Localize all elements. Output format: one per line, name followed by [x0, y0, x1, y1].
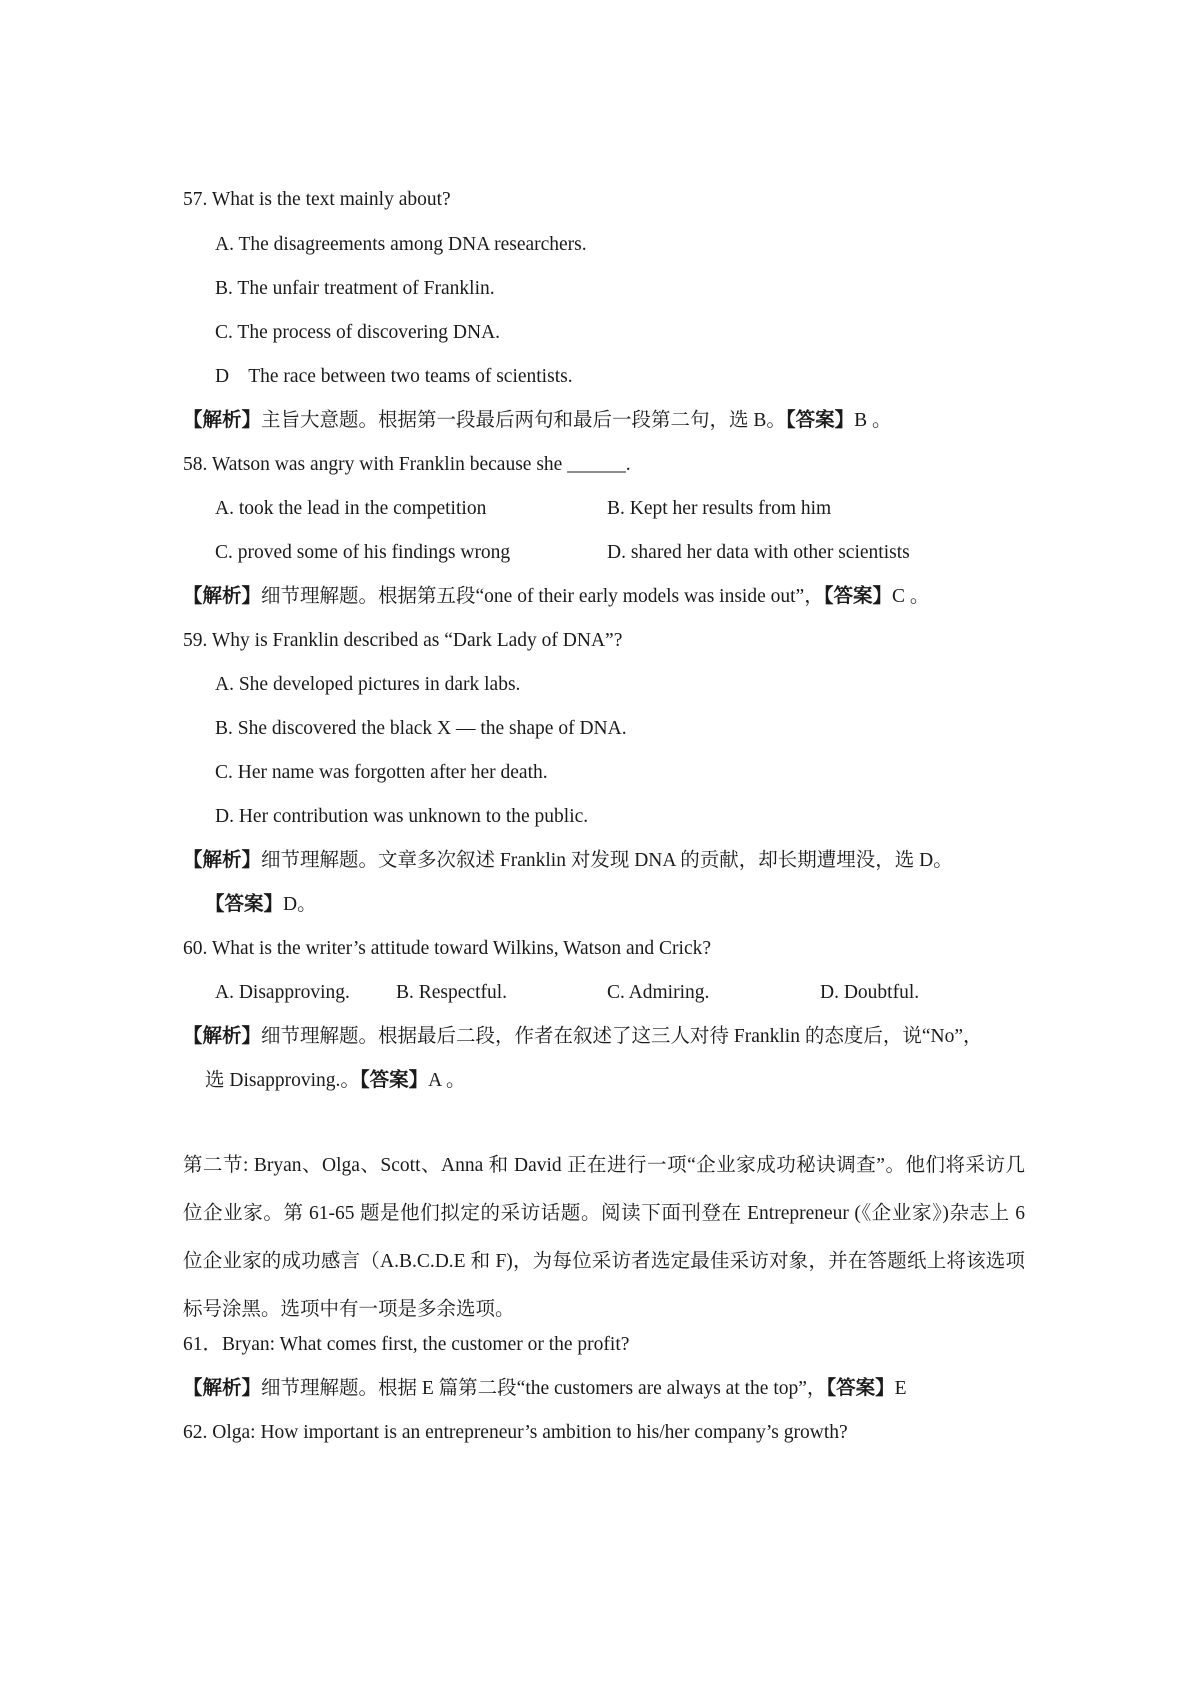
explain-tag: 【解析】	[183, 850, 262, 871]
answer-tag: 【答案】	[205, 894, 284, 915]
q57-option-b: B. The unfair treatment of Franklin.	[215, 278, 495, 299]
q59-option-b: B. She discovered the black X — the shape of DNA.	[215, 718, 627, 739]
section-2-intro: 第二节: Bryan、Olga、Scott、Anna 和 David 正在进行一项“企业家成功秘诀调查”。他们将采访几位企业家。第 61-65 题是他们拟定的采访话题。阅读下面刊登在 Entrepreneur (《企业家》)杂志上 6 位企业家的成功感言（A.B.C.D.E 和 F)，为每位采访者选定最佳采访对象，并在答题纸上将该选项标号涂黑。选项中有一项是多余选项。	[183, 1155, 1025, 1320]
q61-explanation	[183, 1376, 907, 1402]
question-59-stem: 59. Why is Franklin described as “Dark Lady of DNA”?	[183, 630, 623, 651]
answer-tag: 【答案】	[826, 1378, 895, 1399]
q60-explanation	[183, 1024, 983, 1050]
explain-text: 细节理解题。根据最后二段，作者在叙述了这三人对待 Franklin 的态度后，说“No”，	[261, 1026, 983, 1047]
explain-tag: 【解析】	[183, 586, 262, 607]
answer-text: B 。	[854, 410, 892, 431]
q58-option-d: D. shared her data with other scientists	[607, 542, 910, 563]
q57-option-c: C. The process of discovering DNA.	[215, 322, 501, 343]
q57-explanation	[183, 408, 892, 434]
question-61-stem: 61．Bryan: What comes first, the customer or the profit?	[183, 1334, 630, 1355]
question-57-stem: 57. What is the text mainly about?	[183, 189, 451, 210]
q60-explanation-cont	[205, 1068, 466, 1094]
q57-option-d: D The race between two teams of scientists.	[215, 366, 573, 387]
explain-tag: 【解析】	[183, 1026, 262, 1047]
q58-option-b: B. Kept her results from him	[607, 498, 832, 519]
explain-cont-text: 选 Disapproving.。	[205, 1070, 360, 1091]
answer-tag: 【答案】	[359, 1070, 429, 1091]
q58-explanation	[183, 584, 929, 610]
q59-option-a: A. She developed pictures in dark labs.	[215, 674, 521, 695]
q58-option-a: A. took the lead in the competition	[215, 498, 487, 519]
q59-option-c: C. Her name was forgotten after her death.	[215, 762, 548, 783]
q58-option-c: C. proved some of his findings wrong	[215, 542, 511, 563]
question-60-stem: 60. What is the writer’s attitude toward Wilkins, Watson and Crick?	[183, 938, 712, 959]
explain-text: 细节理解题。根据 E 篇第二段“the customers are always at the top”，	[261, 1378, 827, 1399]
q59-option-d: D. Her contribution was unknown to the public.	[215, 806, 589, 827]
q57-option-a: A. The disagreements among DNA researchers.	[215, 234, 587, 255]
q60-option-b: B. Respectful.	[396, 982, 508, 1003]
q59-explanation	[183, 848, 953, 874]
answer-text: C 。	[891, 586, 930, 607]
explain-tag: 【解析】	[183, 410, 262, 431]
explain-text: 细节理解题。根据第五段“one of their early models was inside out”，	[261, 586, 824, 607]
explain-text: 主旨大意题。根据第一段最后两句和最后一段第二句，选 B。	[261, 410, 786, 431]
answer-text: A 。	[428, 1070, 466, 1091]
question-62-stem: 62. Olga: How important is an entrepreneur’s ambition to his/her company’s growth?	[183, 1422, 848, 1443]
answer-text: E	[894, 1378, 907, 1399]
answer-text: D。	[283, 894, 317, 915]
q60-option-c: C. Admiring.	[607, 982, 710, 1003]
q60-option-d: D. Doubtful.	[820, 982, 920, 1003]
explain-tag: 【解析】	[183, 1378, 262, 1399]
explain-text: 细节理解题。文章多次叙述 Franklin 对发现 DNA 的贡献，却长期遭埋没，选 D。	[261, 850, 953, 871]
answer-tag: 【答案】	[785, 410, 855, 431]
q59-answer	[205, 892, 317, 918]
question-58-stem: 58. Watson was angry with Franklin because she ______.	[183, 454, 631, 475]
q60-option-a: A. Disapproving.	[215, 982, 350, 1003]
answer-tag: 【答案】	[823, 586, 892, 607]
